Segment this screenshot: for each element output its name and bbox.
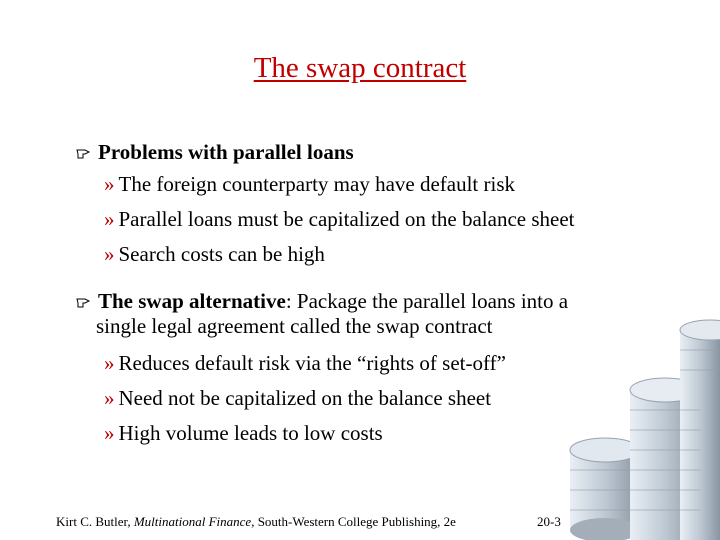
subitem — [104, 386, 491, 411]
footer-publisher: , South-Western College Publishing, 2e — [251, 514, 456, 529]
sub-marker: » — [104, 351, 115, 375]
sub-marker: » — [104, 207, 115, 231]
subitem — [104, 351, 506, 376]
pointing-hand-icon — [76, 146, 91, 160]
subitem-text: Need not be capitalized on the balance sheet — [118, 386, 492, 410]
subitem — [104, 207, 575, 232]
subitem — [104, 172, 515, 197]
subitem-text: Reduces default risk via the “rights of set-off” — [118, 351, 506, 375]
footer-citation — [56, 514, 456, 530]
subitem — [104, 421, 383, 446]
bullet-heading-bold: The swap alternative — [98, 289, 286, 313]
subitem-text: The foreign counterparty may have default risk — [118, 172, 516, 196]
subitem — [104, 242, 325, 267]
bullet-heading: Problems with parallel loans — [98, 140, 354, 164]
sub-marker: » — [104, 386, 115, 410]
bullet-continuation: single legal agreement called the swap contract — [96, 314, 493, 338]
pointing-hand-icon — [76, 295, 91, 309]
footer-book-title: Multinational Finance — [133, 514, 252, 529]
sub-marker: » — [104, 242, 115, 266]
slide-title: The swap contract — [253, 52, 467, 84]
subitem-text: Parallel loans must be capitalized on the balance sheet — [118, 207, 575, 231]
subitem-text: High volume leads to low costs — [118, 421, 383, 445]
footer-author: Kirt C. Butler, — [56, 514, 134, 529]
subitem-text: Search costs can be high — [118, 242, 325, 266]
sub-marker: » — [104, 421, 115, 445]
coin-stack-image — [560, 300, 720, 540]
sub-marker: » — [104, 172, 115, 196]
bullet-heading-rest: : Package the parallel loans into a — [285, 289, 569, 313]
page-number: 20-3 — [537, 514, 561, 529]
